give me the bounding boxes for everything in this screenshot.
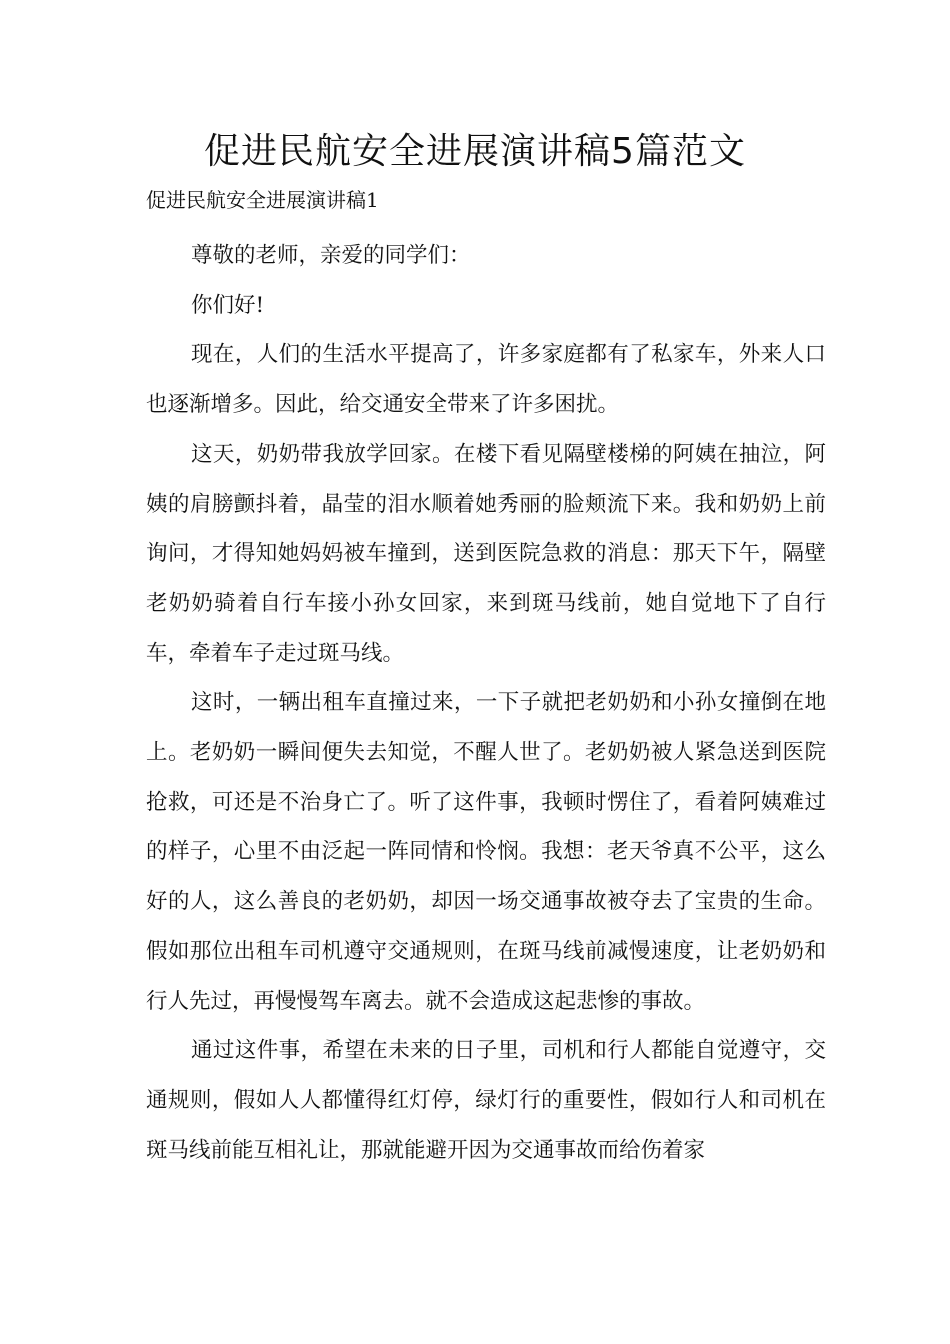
paragraph: 通过这件事，希望在未来的日子里，司机和行人都能自觉遵守，交通规则，假如人人都懂得红灯停，绿灯行的重要性，假如行人和司机在斑马线前能互相礼让，那就能避开因为交通事故而给伤着家: [146, 1038, 826, 1163]
paragraph: 这天，奶奶带我放学回家。在楼下看见隔壁楼梯的阿姨在抽泣，阿姨的肩膀颤抖着，晶莹的泪水顺着她秀丽的脸颊流下来。我和奶奶上前询问，才得知她妈妈被车撞到，送到医院急救的消息：那天下午，隔壁老奶奶骑着自行车接小孙女回家，来到斑马线前，她自觉地下了自行车，牵着车子走过斑马线。: [146, 441, 826, 666]
paragraph-hello: 你们好!: [191, 292, 265, 318]
section-heading: 促进民航安全进展演讲稿1: [146, 188, 379, 212]
document-title: 促进民航安全进展演讲稿5篇范文: [204, 131, 746, 172]
document-body: [146, 231, 826, 1175]
paragraph-greeting: 尊敬的老师，亲爱的同学们：: [191, 243, 471, 268]
paragraph: 现在，人们的生活水平提高了，许多家庭都有了私家车，外来人口也逐渐增多。因此，给交通安全带来了许多困扰。: [146, 342, 826, 418]
paragraph: 这时，一辆出租车直撞过来，一下子就把老奶奶和小孙女撞倒在地上。老奶奶一瞬间便失去知觉，不醒人世了。老奶奶被人紧急送到医院抢救，可还是不治身亡了。听了这件事，我顿时愣住了，看着阿姨难过的样子，心里不由泛起一阵同情和怜悯。我想：老天爷真不公平，这么好的人，这么善良的老奶奶，却因一场交通事故被夺去了宝贵的生命。假如那位出租车司机遵守交通规则，在斑马线前减慢速度，让老奶奶和行人先过，再慢慢驾车离去。就不会造成这起悲惨的事故。: [146, 690, 826, 1014]
